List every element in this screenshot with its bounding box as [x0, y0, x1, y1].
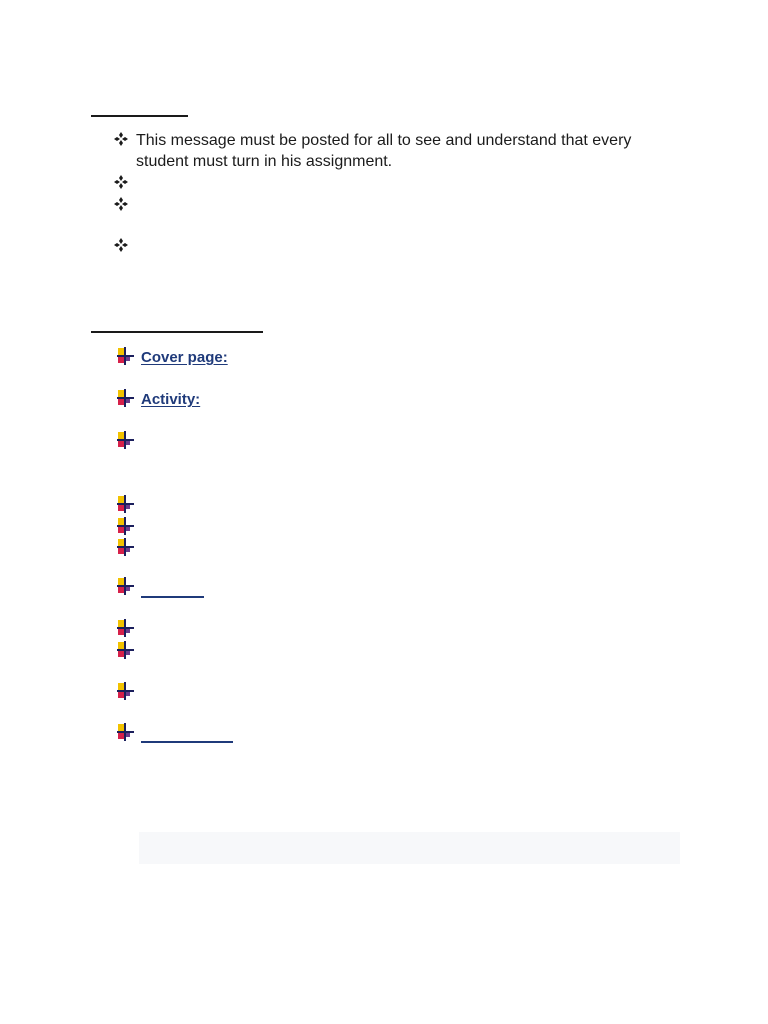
bullet-text-1: This message must be posted for all to see and understand that every student must turn in his assignment.: [136, 132, 632, 170]
cross-bullet-icon: [116, 516, 136, 536]
cross-bullet-icon: [116, 640, 136, 660]
cross-bullet-icon: [116, 430, 136, 450]
cross-bullet-icon: [116, 494, 136, 514]
cross-bullet-icon: [116, 618, 136, 638]
cover-page-link[interactable]: Cover page:: [141, 349, 228, 366]
cross-bullet-icon: [116, 537, 136, 557]
diamond-bullet-icon: [113, 237, 131, 255]
section-1-heading-rule: [91, 115, 188, 117]
diamond-bullet-icon: [113, 174, 131, 192]
cross-bullet-icon: [116, 722, 136, 742]
blank-link-underline[interactable]: [141, 741, 233, 743]
blank-link-underline[interactable]: [141, 596, 204, 598]
section-2-heading-rule: [91, 331, 263, 333]
diamond-bullet-icon: [113, 131, 131, 149]
cross-bullet-icon: [116, 388, 136, 408]
cross-bullet-icon: [116, 681, 136, 701]
cross-bullet-icon: [116, 576, 136, 596]
diamond-bullet-icon: [113, 196, 131, 214]
cross-bullet-icon: [116, 346, 136, 366]
activity-link[interactable]: Activity:: [141, 391, 201, 408]
shaded-text-box: [139, 832, 680, 864]
